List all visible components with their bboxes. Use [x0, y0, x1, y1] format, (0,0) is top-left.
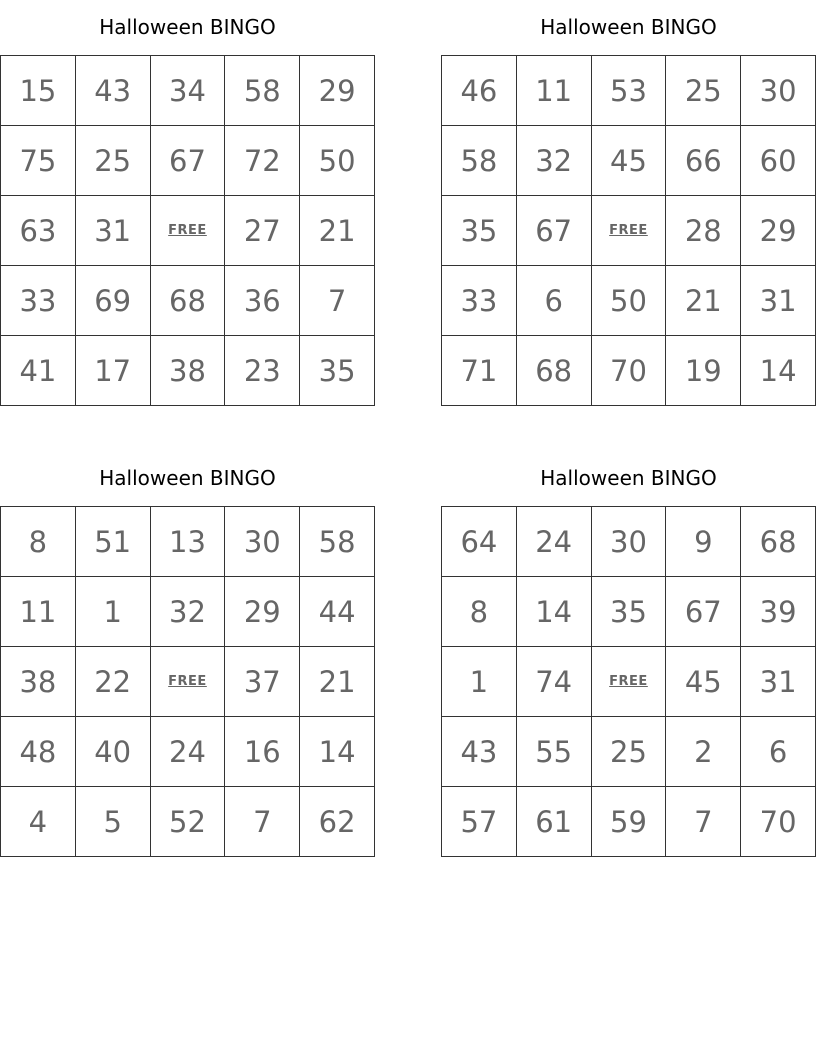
bingo-cell: 30: [592, 507, 667, 577]
bingo-cell: 22: [76, 647, 151, 717]
bingo-cell: 5: [76, 787, 151, 857]
bingo-cell: 7: [225, 787, 300, 857]
bingo-cell: 62: [300, 787, 375, 857]
bingo-cell: 75: [1, 126, 76, 196]
bingo-cell: 63: [1, 196, 76, 266]
bingo-cell: 67: [517, 196, 592, 266]
bingo-cell: 11: [1, 577, 76, 647]
bingo-cell: 16: [225, 717, 300, 787]
bingo-cell: 71: [442, 336, 517, 406]
bingo-cell: 64: [442, 507, 517, 577]
bingo-cell: 40: [76, 717, 151, 787]
bingo-cell: 6: [741, 717, 816, 787]
bingo-cell: 32: [517, 126, 592, 196]
bingo-cell: 72: [225, 126, 300, 196]
bingo-cell: 46: [442, 56, 517, 126]
bingo-cell: 27: [225, 196, 300, 266]
bingo-cell: 68: [517, 336, 592, 406]
bingo-cell: 7: [666, 787, 741, 857]
bingo-cell: 29: [300, 56, 375, 126]
bingo-cell: 14: [741, 336, 816, 406]
bingo-cell: 60: [741, 126, 816, 196]
bingo-cell: 2: [666, 717, 741, 787]
bingo-grid: [0, 55, 375, 406]
bingo-cell: 30: [225, 507, 300, 577]
bingo-cell: 52: [151, 787, 226, 857]
bingo-cell: 14: [300, 717, 375, 787]
bingo-cell: 44: [300, 577, 375, 647]
bingo-cell: 50: [592, 266, 667, 336]
bingo-cell: 19: [666, 336, 741, 406]
bingo-cell: 30: [741, 56, 816, 126]
bingo-cell: 50: [300, 126, 375, 196]
bingo-cell: 28: [666, 196, 741, 266]
bingo-cell: 67: [666, 577, 741, 647]
bingo-cell: 31: [76, 196, 151, 266]
bingo-cell: 51: [76, 507, 151, 577]
bingo-cell: 35: [592, 577, 667, 647]
bingo-card-2: [441, 0, 816, 388]
card-title: Halloween BINGO: [540, 466, 717, 490]
bingo-cell: 31: [741, 647, 816, 717]
bingo-cell: 55: [517, 717, 592, 787]
card-title: Halloween BINGO: [540, 15, 717, 39]
bingo-cell: 1: [76, 577, 151, 647]
bingo-cell: 58: [225, 56, 300, 126]
bingo-cell: 69: [76, 266, 151, 336]
bingo-cell: 37: [225, 647, 300, 717]
bingo-cell: 21: [666, 266, 741, 336]
bingo-cell: 25: [666, 56, 741, 126]
bingo-cell: 43: [76, 56, 151, 126]
bingo-cell: 15: [1, 56, 76, 126]
bingo-grid: [0, 506, 375, 857]
bingo-cell: 21: [300, 647, 375, 717]
bingo-cell: 8: [442, 577, 517, 647]
bingo-card-3: [0, 451, 375, 839]
bingo-grid: [441, 55, 816, 406]
bingo-cell: 53: [592, 56, 667, 126]
bingo-cell: 34: [151, 56, 226, 126]
bingo-cell: 38: [1, 647, 76, 717]
bingo-cell: 9: [666, 507, 741, 577]
bingo-cell: 36: [225, 266, 300, 336]
bingo-card-4: [441, 451, 816, 839]
bingo-cell: 31: [741, 266, 816, 336]
bingo-cell: 35: [300, 336, 375, 406]
bingo-cell: 67: [151, 126, 226, 196]
bingo-cell: 29: [225, 577, 300, 647]
bingo-cell: 11: [517, 56, 592, 126]
bingo-cell: 39: [741, 577, 816, 647]
bingo-cell: 58: [442, 126, 517, 196]
bingo-cell: 58: [300, 507, 375, 577]
bingo-cell: 41: [1, 336, 76, 406]
free-space: FREE: [592, 196, 667, 266]
bingo-cell: 74: [517, 647, 592, 717]
bingo-cell: 48: [1, 717, 76, 787]
bingo-cell: 35: [442, 196, 517, 266]
bingo-cell: 7: [300, 266, 375, 336]
bingo-cell: 45: [666, 647, 741, 717]
bingo-cell: 70: [592, 336, 667, 406]
card-title: Halloween BINGO: [99, 15, 276, 39]
bingo-cell: 45: [592, 126, 667, 196]
bingo-cell: 57: [442, 787, 517, 857]
bingo-cell: 21: [300, 196, 375, 266]
bingo-grid: [441, 506, 816, 857]
bingo-cell: 61: [517, 787, 592, 857]
bingo-cell: 70: [741, 787, 816, 857]
bingo-cell: 8: [1, 507, 76, 577]
free-space: FREE: [151, 647, 226, 717]
card-title: Halloween BINGO: [99, 466, 276, 490]
bingo-cell: 32: [151, 577, 226, 647]
free-space: FREE: [592, 647, 667, 717]
bingo-cell: 17: [76, 336, 151, 406]
bingo-cell: 68: [741, 507, 816, 577]
bingo-cell: 66: [666, 126, 741, 196]
bingo-cell: 24: [151, 717, 226, 787]
bingo-cell: 4: [1, 787, 76, 857]
bingo-cell: 1: [442, 647, 517, 717]
bingo-card-1: [0, 0, 375, 388]
bingo-cell: 24: [517, 507, 592, 577]
bingo-cell: 14: [517, 577, 592, 647]
bingo-cell: 59: [592, 787, 667, 857]
bingo-cell: 25: [76, 126, 151, 196]
free-space: FREE: [151, 196, 226, 266]
bingo-cell: 33: [442, 266, 517, 336]
bingo-cell: 29: [741, 196, 816, 266]
bingo-cell: 68: [151, 266, 226, 336]
bingo-cell: 23: [225, 336, 300, 406]
bingo-cell: 13: [151, 507, 226, 577]
bingo-cell: 38: [151, 336, 226, 406]
bingo-cell: 6: [517, 266, 592, 336]
bingo-cell: 43: [442, 717, 517, 787]
bingo-cell: 25: [592, 717, 667, 787]
bingo-cell: 33: [1, 266, 76, 336]
